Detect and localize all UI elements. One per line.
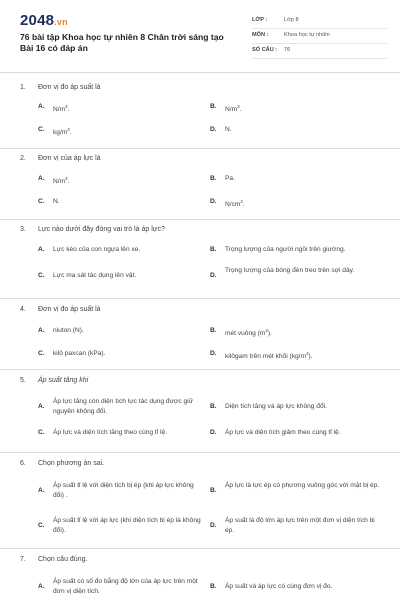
option-letter: B.: [210, 487, 217, 494]
option-text: niuton (N).: [53, 327, 84, 334]
option-text: Áp lực tăng còn diện tích lực tác dụng được giữ nguyên không đổi.: [53, 398, 194, 415]
option-sup: 2: [65, 104, 68, 109]
question-3: [0, 219, 400, 299]
option-text: N/m: [53, 178, 66, 186]
option-tail: ).: [267, 330, 272, 338]
option-letter: A.: [38, 175, 45, 182]
option-sup: 2: [240, 199, 243, 204]
meta-row-subject: [252, 29, 387, 44]
option-sup: 3: [305, 351, 309, 356]
option-letter: C.: [38, 429, 45, 436]
option-text: mét vuông (m: [225, 330, 266, 338]
site-logo[interactable]: [20, 12, 68, 29]
option-letter: C.: [38, 350, 45, 357]
option-letter: B.: [210, 403, 217, 410]
option-letter: A.: [38, 246, 45, 253]
option-letter: A.: [38, 583, 45, 590]
option-text: N/m: [53, 106, 66, 114]
question-6: [0, 452, 400, 548]
option-letter: A.: [38, 327, 45, 334]
option-text: N/cm: [225, 201, 241, 209]
question-number: 7.: [20, 556, 26, 563]
question-text: Lực nào dưới đây đóng vai trò là áp lực?: [38, 226, 165, 233]
option-text: N.: [225, 126, 232, 133]
option-text: Áp suất là độ lớn áp lực trên một đơn vị diện tích bị ép.: [225, 517, 375, 534]
logo-suffix: .vn: [54, 17, 68, 27]
question-text: Đơn vị đo áp suất là: [38, 84, 101, 91]
option-tail: .: [242, 201, 245, 209]
option-sup: 3: [237, 104, 240, 109]
question-number: 1.: [20, 84, 26, 91]
option-letter: C.: [38, 522, 45, 529]
question-number: 2.: [20, 155, 26, 162]
question-number: 4.: [20, 306, 26, 313]
option-text: Áp lực là lực ép có phương vuông góc với mặt bị ép.: [225, 482, 380, 489]
option-text: Trọng lượng của người ngồi trên giường.: [225, 246, 346, 253]
question-number: 6.: [20, 460, 26, 467]
meta-value-subject: Khoa học tự nhiên: [284, 32, 330, 38]
document-header: [0, 0, 400, 73]
option-letter: C.: [38, 126, 45, 133]
option-letter: B.: [210, 246, 217, 253]
question-text: Áp suất tăng khi: [38, 377, 89, 384]
option-text: Lực kéo của con ngựa lên xe.: [53, 246, 141, 253]
question-7: [0, 548, 400, 601]
option-letter: D.: [210, 350, 217, 357]
option-tail: .: [69, 129, 72, 137]
option-letter: A.: [38, 487, 45, 494]
option-text: Áp suất tỉ lệ với áp lực (khi diện tích bị ép là không đổi).: [53, 517, 201, 534]
option-text: kilôgam trên mét khối (kg/m: [225, 353, 306, 361]
option-letter: B.: [210, 583, 217, 590]
option-letter: C.: [38, 272, 45, 279]
option-sup: 2: [265, 328, 268, 333]
option-text: Diện tích tăng và áp lực không đổi.: [225, 403, 327, 410]
question-text: Đơn vị đo áp suất là: [38, 306, 101, 313]
meta-value-class: Lớp 8: [284, 17, 299, 23]
question-number: 3.: [20, 226, 26, 233]
option-text: N.: [53, 198, 60, 205]
option-text: kg/m: [53, 129, 68, 137]
option-letter: D.: [210, 126, 217, 133]
option-text: Áp lực và diện tích tăng theo cùng tỉ lệ.: [53, 429, 168, 436]
meta-info: [252, 14, 387, 59]
question-5: [0, 369, 400, 451]
document-title: 76 bài tập Khoa học tự nhiên 8 Chân trời sáng tạo Bài 16 có đáp án: [20, 32, 224, 53]
option-tail: .: [67, 178, 70, 186]
question-2: [0, 148, 400, 219]
option-text: Áp suất tỉ lệ với diện tích bị ép (khi áp lực không đổi) .: [53, 482, 194, 499]
option-letter: D.: [210, 522, 217, 529]
meta-label-count: SỐ CÂU :: [252, 47, 278, 53]
option-text: Pa.: [225, 175, 235, 182]
option-letter: D.: [210, 429, 217, 436]
option-tail: ).: [308, 353, 313, 361]
question-text: Chọn câu đúng.: [38, 556, 88, 563]
meta-row-class: [252, 14, 387, 29]
option-letter: D.: [210, 198, 217, 205]
meta-label-class: LỚP :: [252, 17, 268, 23]
option-tail: .: [239, 106, 242, 114]
logo-main: 2048: [20, 12, 55, 29]
option-text: kilô paxcan (kPa).: [53, 350, 106, 357]
option-text: Lực ma sát tác dụng lên vật.: [53, 272, 137, 279]
option-sup: 2: [65, 176, 68, 181]
option-letter: D.: [210, 272, 217, 279]
option-tail: .: [67, 106, 70, 114]
question-text: Đơn vị của áp lực là: [38, 155, 101, 162]
option-text: Áp suất và áp lực có cùng đơn vị đo.: [225, 583, 333, 590]
option-letter: A.: [38, 403, 45, 410]
option-text: N/m: [225, 106, 238, 114]
meta-label-subject: MÔN :: [252, 32, 269, 38]
option-letter: B.: [210, 103, 217, 110]
question-4: [0, 298, 400, 369]
option-letter: B.: [210, 327, 217, 334]
question-1: [0, 78, 400, 146]
option-letter: C.: [38, 198, 45, 205]
option-text: Trọng lượng của bóng đèn treo trên sợi dây.: [225, 267, 355, 274]
meta-value-count: 76: [284, 47, 291, 53]
question-text: Chọn phương án sai.: [38, 460, 105, 467]
option-letter: A.: [38, 103, 45, 110]
question-number: 5.: [20, 377, 26, 384]
option-sup: 3: [67, 127, 70, 132]
option-text: Áp lực và diện tích giảm theo cùng tỉ lệ.: [225, 429, 341, 436]
option-text: Áp suất có số đo bằng độ lớn của áp lực trên một đơn vị diện tích.: [53, 578, 198, 595]
meta-row-count: [252, 44, 387, 59]
option-letter: B.: [210, 175, 217, 182]
